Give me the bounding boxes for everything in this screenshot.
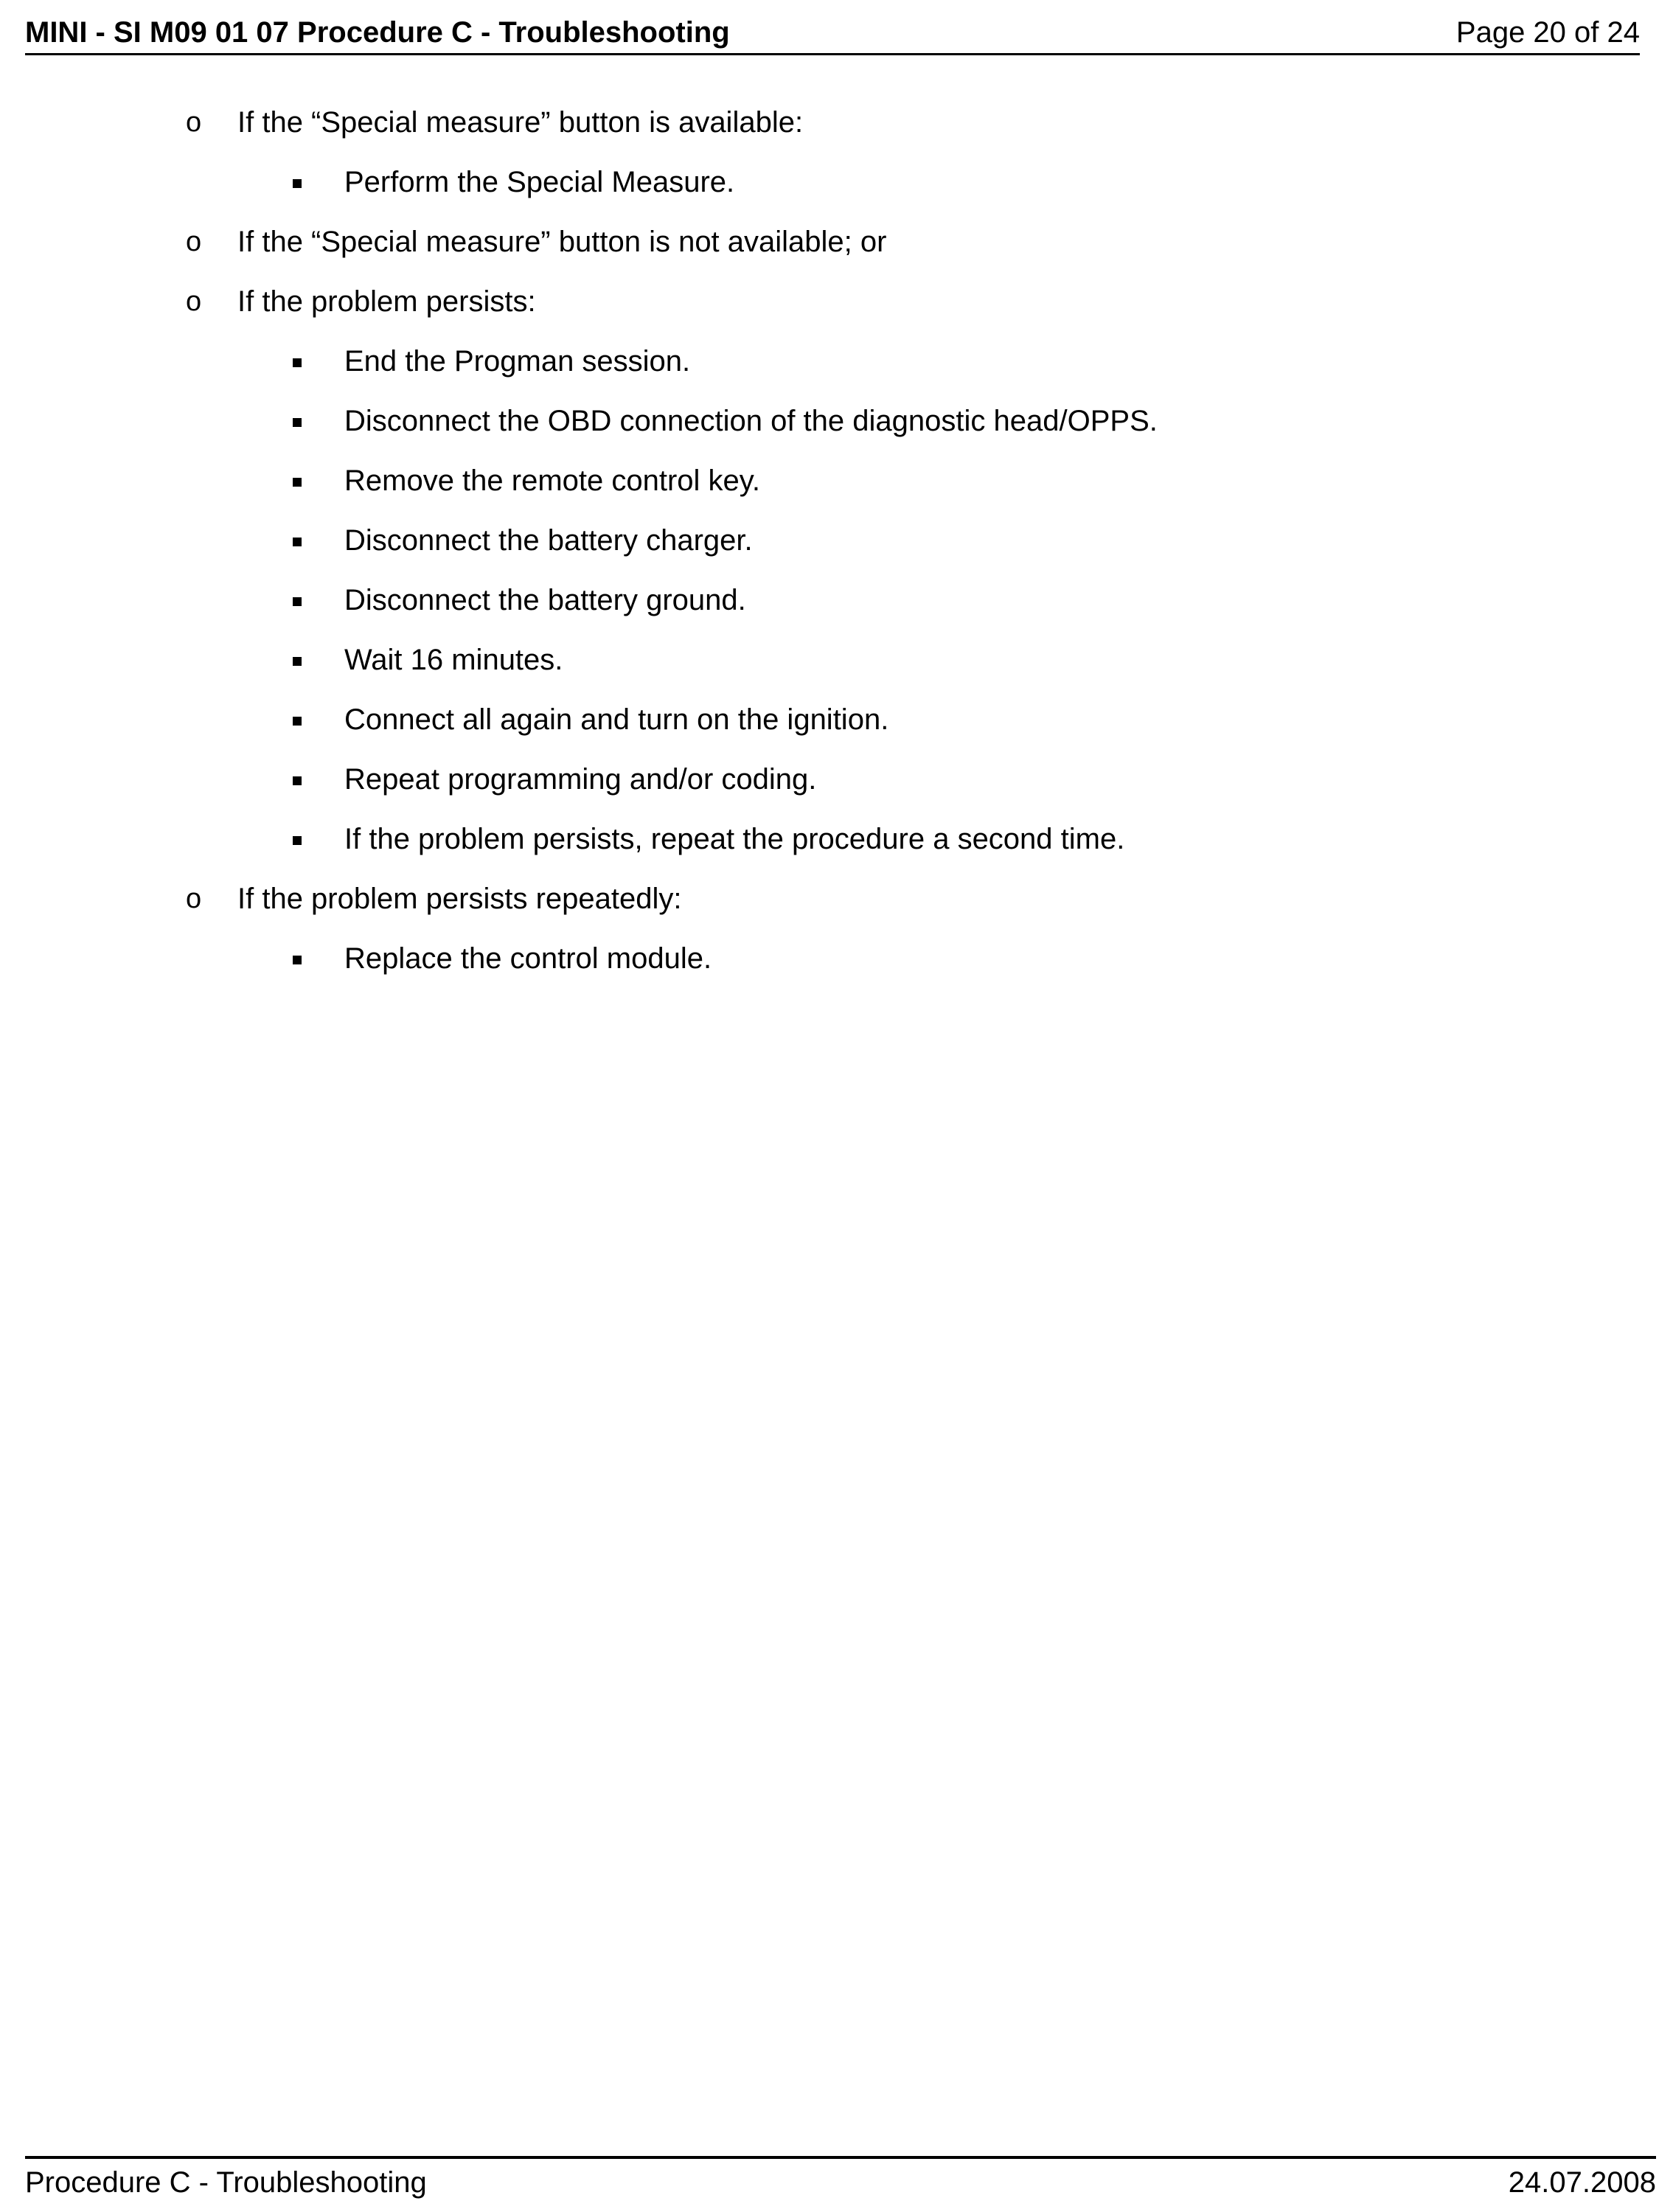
list-item-text: Replace the control module. <box>344 942 712 975</box>
list-item <box>344 702 888 737</box>
square-bullet-icon <box>293 717 302 726</box>
list-item <box>344 344 690 379</box>
square-bullet-icon <box>293 478 302 487</box>
list-item <box>344 762 816 797</box>
list-item <box>344 523 753 558</box>
list-item-text: Disconnect the OBD connection of the diagnostic head/OPPS. <box>344 405 1158 437</box>
page-header <box>25 13 1640 55</box>
bullet-o: o <box>186 286 202 317</box>
list-item <box>344 642 563 678</box>
list-item <box>344 403 1158 439</box>
bullet-o: o <box>186 226 202 257</box>
list-item <box>344 941 712 976</box>
square-bullet-icon <box>293 179 302 188</box>
square-bullet-icon <box>293 776 302 785</box>
square-bullet-icon <box>293 836 302 845</box>
list-item-text: Wait 16 minutes. <box>344 644 563 676</box>
list-item-text: Perform the Special Measure. <box>344 166 735 198</box>
list-item-text: If the problem persists repeatedly: <box>237 883 682 915</box>
list-item-text: Disconnect the battery ground. <box>344 584 746 616</box>
list-item-text: If the “Special measure” button is not available; or <box>237 226 887 258</box>
square-bullet-icon <box>293 956 302 964</box>
square-bullet-icon <box>293 597 302 606</box>
list-item <box>344 164 734 200</box>
list-item <box>186 284 536 319</box>
bullet-o: o <box>186 883 202 914</box>
document-title: MINI - SI M09 01 07 Procedure C - Troubleshooting <box>25 16 730 49</box>
footer-section-title: Procedure C - Troubleshooting <box>25 2166 427 2199</box>
list-item-text: Disconnect the battery charger. <box>344 524 753 557</box>
list-item <box>344 582 746 618</box>
list-item-text: Connect all again and turn on the ignition. <box>344 703 889 736</box>
list-item <box>344 463 760 498</box>
square-bullet-icon <box>293 657 302 666</box>
list-item-text: If the “Special measure” button is available: <box>237 106 804 139</box>
square-bullet-icon <box>293 358 302 367</box>
list-item <box>186 224 887 260</box>
bullet-o: o <box>186 107 202 138</box>
list-item-text: End the Progman session. <box>344 345 691 378</box>
list-item <box>344 821 1124 857</box>
footer-date: 24.07.2008 <box>1508 2166 1656 2199</box>
list-item <box>186 105 804 140</box>
list-item-text: If the problem persists: <box>237 285 536 318</box>
page-number: Page 20 of 24 <box>1455 16 1640 49</box>
square-bullet-icon <box>293 418 302 427</box>
list-item-text: If the problem persists, repeat the procedure a second time. <box>344 823 1125 855</box>
list-item-text: Repeat programming and/or coding. <box>344 763 817 796</box>
list-item-text: Remove the remote control key. <box>344 465 760 497</box>
list-item <box>186 881 682 917</box>
square-bullet-icon <box>293 538 302 546</box>
page-footer <box>25 2156 1656 2203</box>
